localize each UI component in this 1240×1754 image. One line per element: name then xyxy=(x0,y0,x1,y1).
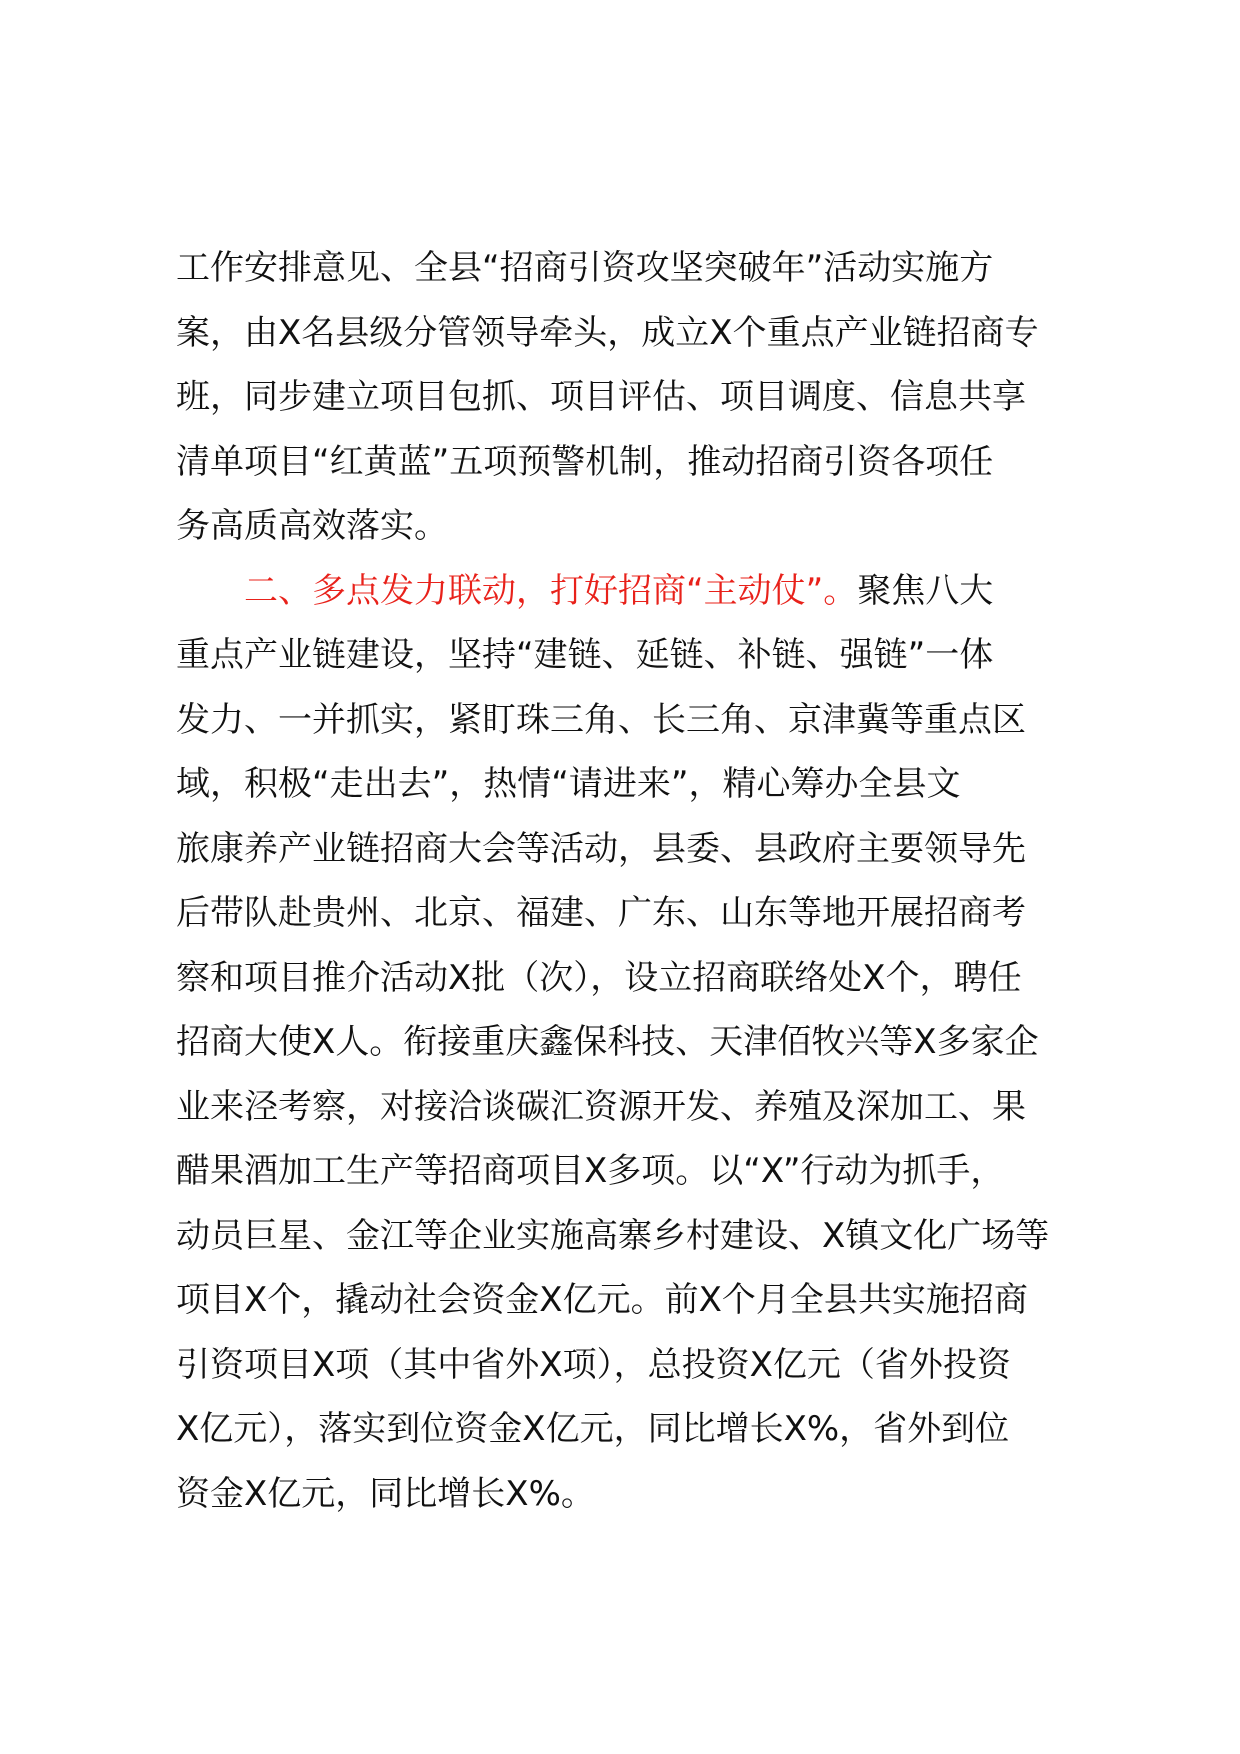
paragraph-line: 发力、一并抓实，紧盯珠三角、长三角、京津冀等重点区 xyxy=(176,699,1026,740)
paragraph-line: 案，由X名县级分管领导牵头，成立X个重点产业链招商专 xyxy=(176,312,1039,353)
paragraph-line: 班，同步建立项目包抓、项目评估、项目调度、信息共享 xyxy=(176,377,1026,417)
paragraph-line: 动员巨星、金江等企业实施高寨乡村建设、X镇文化广场等 xyxy=(176,1215,1050,1256)
paragraph-line: 旅康养产业链招商大会等活动，县委、县政府主要领导先 xyxy=(176,828,1026,869)
paragraph-line: 重点产业链建设，坚持“建链、延链、补链、强链”一体 xyxy=(176,635,994,675)
paragraph-line: 域，积极“走出去”，热情“请进来”，精心筹办全县文 xyxy=(176,764,961,804)
paragraph-line: 后带队赴贵州、北京、福建、广东、山东等地开展招商考 xyxy=(176,893,1026,933)
document-body xyxy=(176,236,1096,1526)
paragraph-line: X亿元），落实到位资金X亿元，同比增长X%，省外到位 xyxy=(176,1409,1010,1449)
section-heading: 二、多点发力联动，打好招商“主动仗”。 xyxy=(244,570,858,611)
paragraph-line: 招商大使X人。衔接重庆鑫保科技、天津佰牧兴等X多家企 xyxy=(176,1022,1039,1062)
paragraph-2 xyxy=(176,559,1096,1527)
paragraph-line: 项目X个，撬动社会资金X亿元。前X个月全县共实施招商 xyxy=(176,1280,1028,1320)
paragraph-line: 资金X亿元，同比增长X%。 xyxy=(176,1473,595,1514)
paragraph-line: 引资项目X项（其中省外X项），总投资X亿元（省外投资 xyxy=(176,1344,1011,1385)
paragraph-line: 务高质高效落实。 xyxy=(176,506,448,546)
paragraph-line: 清单项目“红黄蓝”五项预警机制，推动招商引资各项任 xyxy=(176,441,994,482)
paragraph-line: 察和项目推介活动X批（次），设立招商联络处X个，聘任 xyxy=(176,957,1022,998)
paragraph-line: 业来泾考察，对接洽谈碳汇资源开发、养殖及深加工、果 xyxy=(176,1086,1026,1127)
heading-continuation: 聚焦八大 xyxy=(857,570,994,611)
paragraph-1 xyxy=(176,236,1096,559)
paragraph-first-line xyxy=(176,559,1096,624)
paragraph-line: 醋果酒加工生产等招商项目X多项。以“X”行动为抓手， xyxy=(176,1151,1005,1191)
paragraph-line: 工作安排意见、全县“招商引资攻坚突破年”活动实施方 xyxy=(176,248,994,288)
